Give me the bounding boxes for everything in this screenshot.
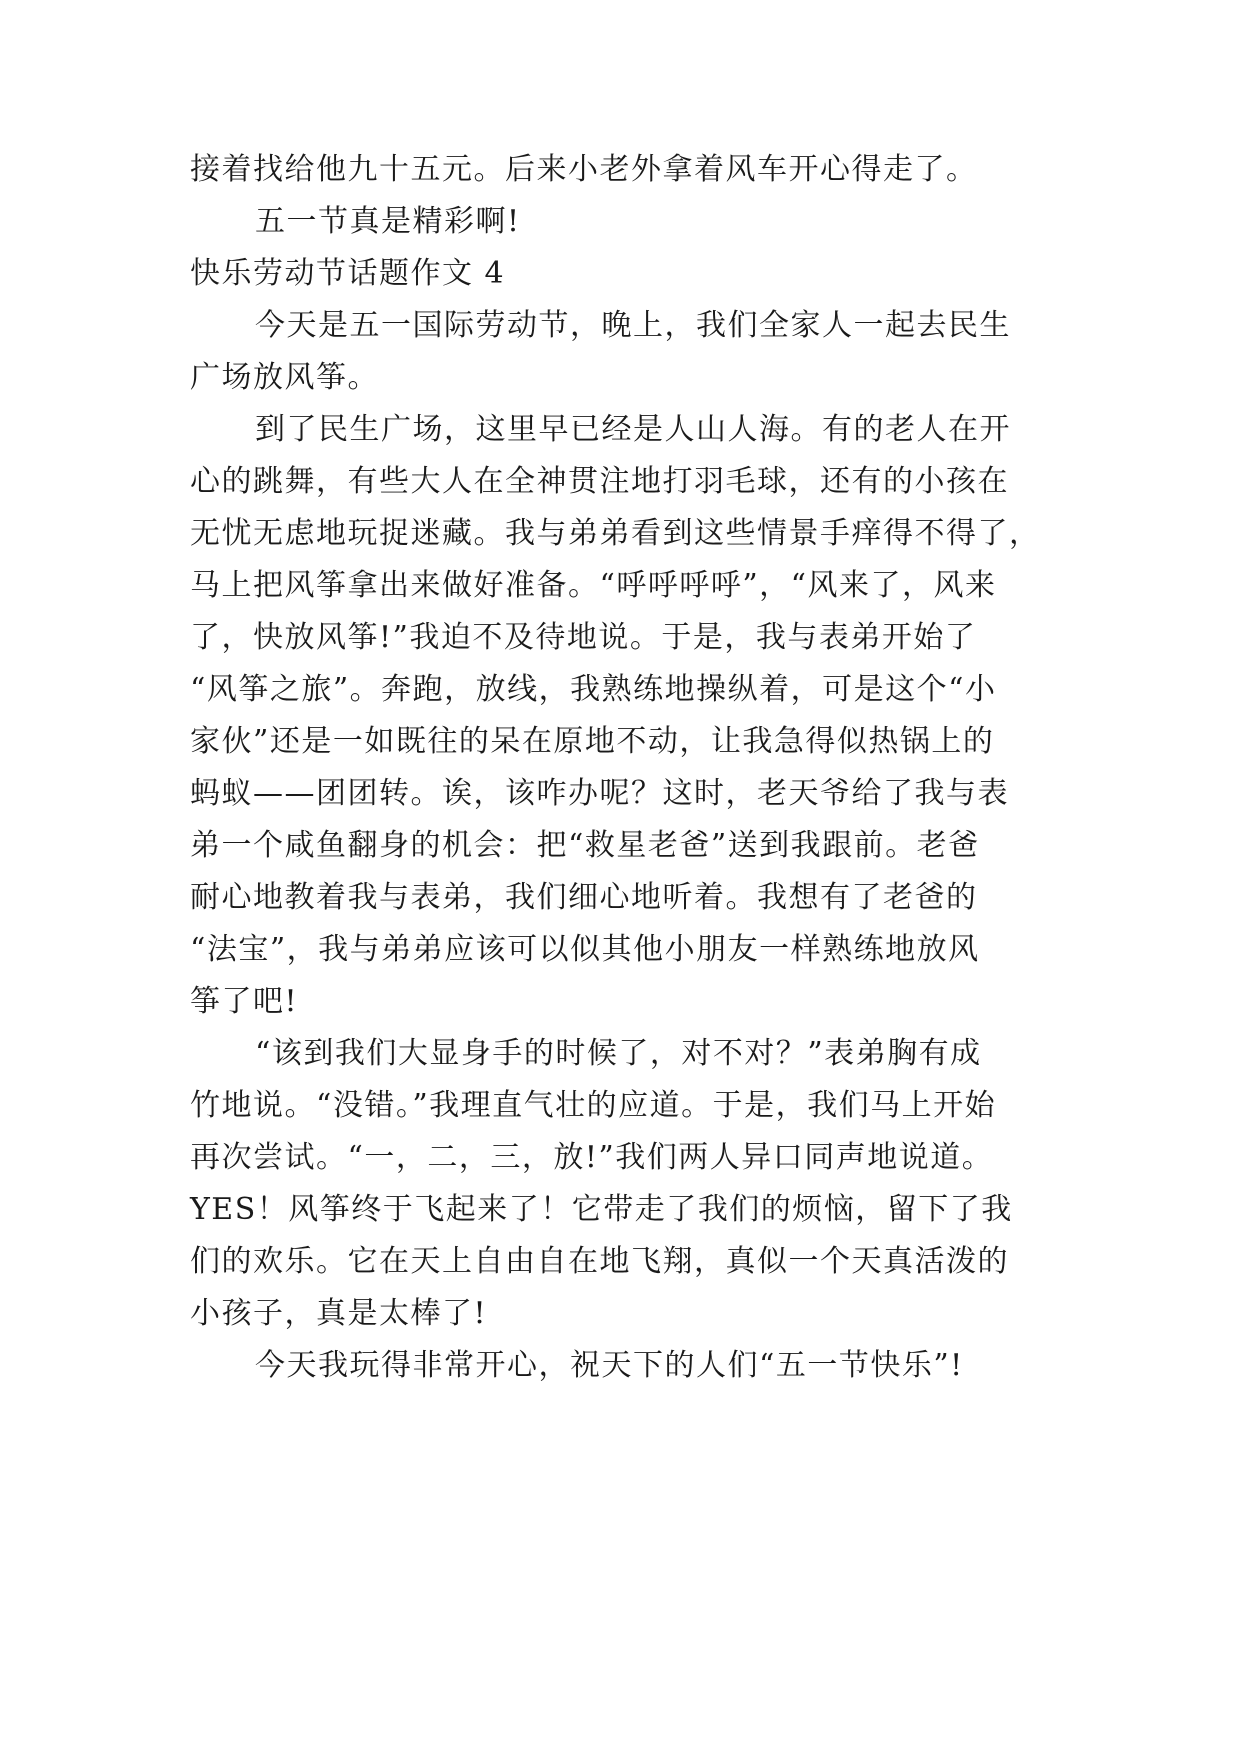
text-line: 心的跳舞，有些大人在全神贯注地打羽毛球，还有的小孩在 [190, 464, 1009, 499]
text-line: 小孩子，真是太棒了! [190, 1296, 488, 1331]
text-line: “风筝之旅”。奔跑，放线，我熟练地操纵着，可是这个“小 [190, 672, 997, 707]
text-line: 广场放风筝。 [190, 360, 379, 395]
text-line: 到了民生广场，这里早已经是人山人海。有的老人在开 [255, 412, 1011, 447]
text-line: 了，快放风筝!”我迫不及待地说。于是，我与表弟开始了 [190, 620, 977, 655]
text-line: 耐心地教着我与表弟，我们细心地听着。我想有了老爸的 [190, 880, 978, 915]
text-line: 蚂蚁——团团转。诶，该咋办呢？这时，老天爷给了我与表 [190, 776, 1009, 811]
text-line: 今天是五一国际劳动节，晚上，我们全家人一起去民生 [255, 308, 1011, 343]
text-line: 五一节真是精彩啊! [255, 204, 521, 239]
text-line: 马上把风筝拿出来做好准备。“呼呼呼呼”，“风来了，风来 [190, 568, 997, 603]
text-line: “该到我们大显身手的时候了，对不对？”表弟胸有成 [255, 1036, 982, 1071]
text-line: 今天我玩得非常开心，祝天下的人们“五一节快乐”! [255, 1348, 964, 1383]
text-line: 竹地说。“没错。”我理直气壮的应道。于是，我们马上开始 [190, 1088, 997, 1123]
text-line: “法宝”，我与弟弟应该可以似其他小朋友一样熟练地放风 [190, 932, 980, 967]
text-line: 弟一个咸鱼翻身的机会：把“救星老爸”送到我跟前。老爸 [190, 828, 980, 863]
text-line: 无忧无虑地玩捉迷藏。我与弟弟看到这些情景手痒得不得了， [190, 516, 1041, 551]
section-heading: 快乐劳动节话题作文 4 [190, 256, 506, 291]
text-line: 筝了吧! [190, 984, 299, 1019]
text-line: 接着找给他九十五元。后来小老外拿着风车开心得走了。 [190, 152, 978, 187]
text-line: 再次尝试。“一，二，三，放!”我们两人异口同声地说道。 [190, 1140, 994, 1175]
text-line: 们的欢乐。它在天上自由自在地飞翔，真似一个天真活泼的 [190, 1244, 1009, 1279]
text-line: 家伙”还是一如既往的呆在原地不动，让我急得似热锅上的 [190, 724, 995, 759]
text-line: YES！风筝终于飞起来了！它带走了我们的烦恼，留下了我 [190, 1192, 1013, 1227]
